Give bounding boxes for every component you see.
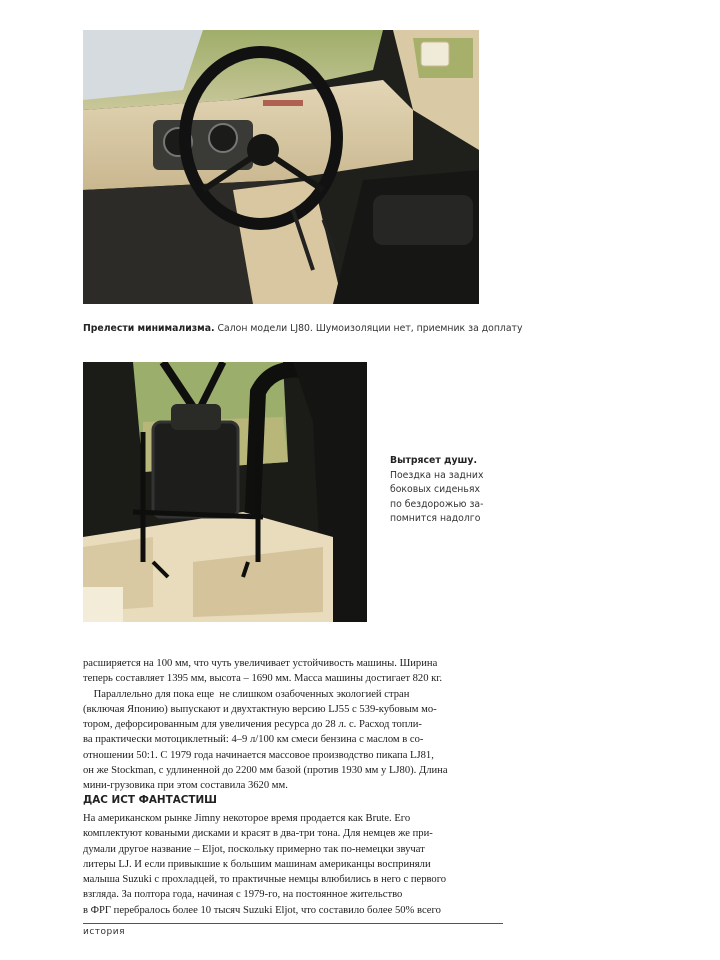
body-line: ва практически мотоциклетный: 4–9 л/100 км смеси бензина с маслом в со- bbox=[83, 734, 424, 746]
body-line: тором, дефорсированным для увеличения ресурса до 28 л. с. Расход топли- bbox=[83, 719, 422, 731]
body-line: он же Stockman, с удлиненной до 2200 мм базой (против 1930 мм у LJ80). Длина bbox=[83, 765, 448, 777]
body-line: взгляда. За полтора года, начиная с 1979-го, на постоянное жительство bbox=[83, 889, 403, 901]
body-line: Параллельно для пока еще не слишком озабоченных экологией стран bbox=[83, 688, 410, 700]
side-photo-caption bbox=[390, 454, 500, 527]
body-line: теперь составляет 1395 мм, высота – 1690 мм. Масса машины достигает 820 кг. bbox=[83, 673, 443, 685]
footer-divider bbox=[83, 923, 503, 924]
article-body-part1 bbox=[83, 656, 483, 794]
body-line: отношении 50:1. С 1979 года начинается массовое производство пикапа LJ81, bbox=[83, 749, 434, 761]
top-caption-title: Прелести минимализма. bbox=[83, 323, 215, 334]
body-line: На американском рынке Jimny некоторое время продается как Brute. Его bbox=[83, 813, 411, 824]
side-caption-line: боковых сиденьях bbox=[390, 484, 480, 496]
body-line: мини-грузовика при этом составила 3620 мм. bbox=[83, 780, 288, 792]
body-line: (включая Японию) выпускают и двухтактную версию LJ55 с 539-кубовым мо- bbox=[83, 703, 437, 715]
page-footer-section: история bbox=[83, 927, 126, 937]
body-line: малыша Suzuki с прохладцей, то практичные немцы влюбились в него с первого bbox=[83, 874, 447, 886]
side-caption-line: по бездорожью за- bbox=[390, 498, 484, 510]
top-caption-text: Салон модели LJ80. Шумоизоляции нет, приемник за доплату bbox=[217, 323, 523, 334]
body-line: комплектуют коваными дисками и красят в два-три тона. Для немцев же при- bbox=[83, 828, 433, 840]
interior-photo bbox=[83, 30, 479, 304]
side-caption-line: помнится надолго bbox=[390, 513, 481, 525]
side-caption-title: Вытрясет душу. bbox=[390, 455, 477, 466]
section-heading: ДАС ИСТ ФАНТАСТИШ bbox=[83, 794, 217, 806]
top-photo-caption bbox=[83, 323, 523, 334]
side-caption-line: Поездка на задних bbox=[390, 469, 484, 481]
article-body-part2 bbox=[83, 811, 483, 918]
rear-seat-illustration bbox=[83, 362, 367, 622]
interior-illustration bbox=[83, 30, 479, 304]
rear-seat-photo bbox=[83, 362, 367, 622]
body-line: в ФРГ перебралось более 10 тысяч Suzuki Eljot, что составило более 50% всего bbox=[83, 904, 441, 916]
body-line: расширяется на 100 мм, что чуть увеличивает устойчивость машины. Ширина bbox=[83, 658, 438, 669]
body-line: думали другое название – Eljot, поскольку примерно так по-немецки звучат bbox=[83, 843, 425, 855]
body-line: литеры LJ. И если привыкшие к большим машинам американцы восприняли bbox=[83, 858, 431, 870]
